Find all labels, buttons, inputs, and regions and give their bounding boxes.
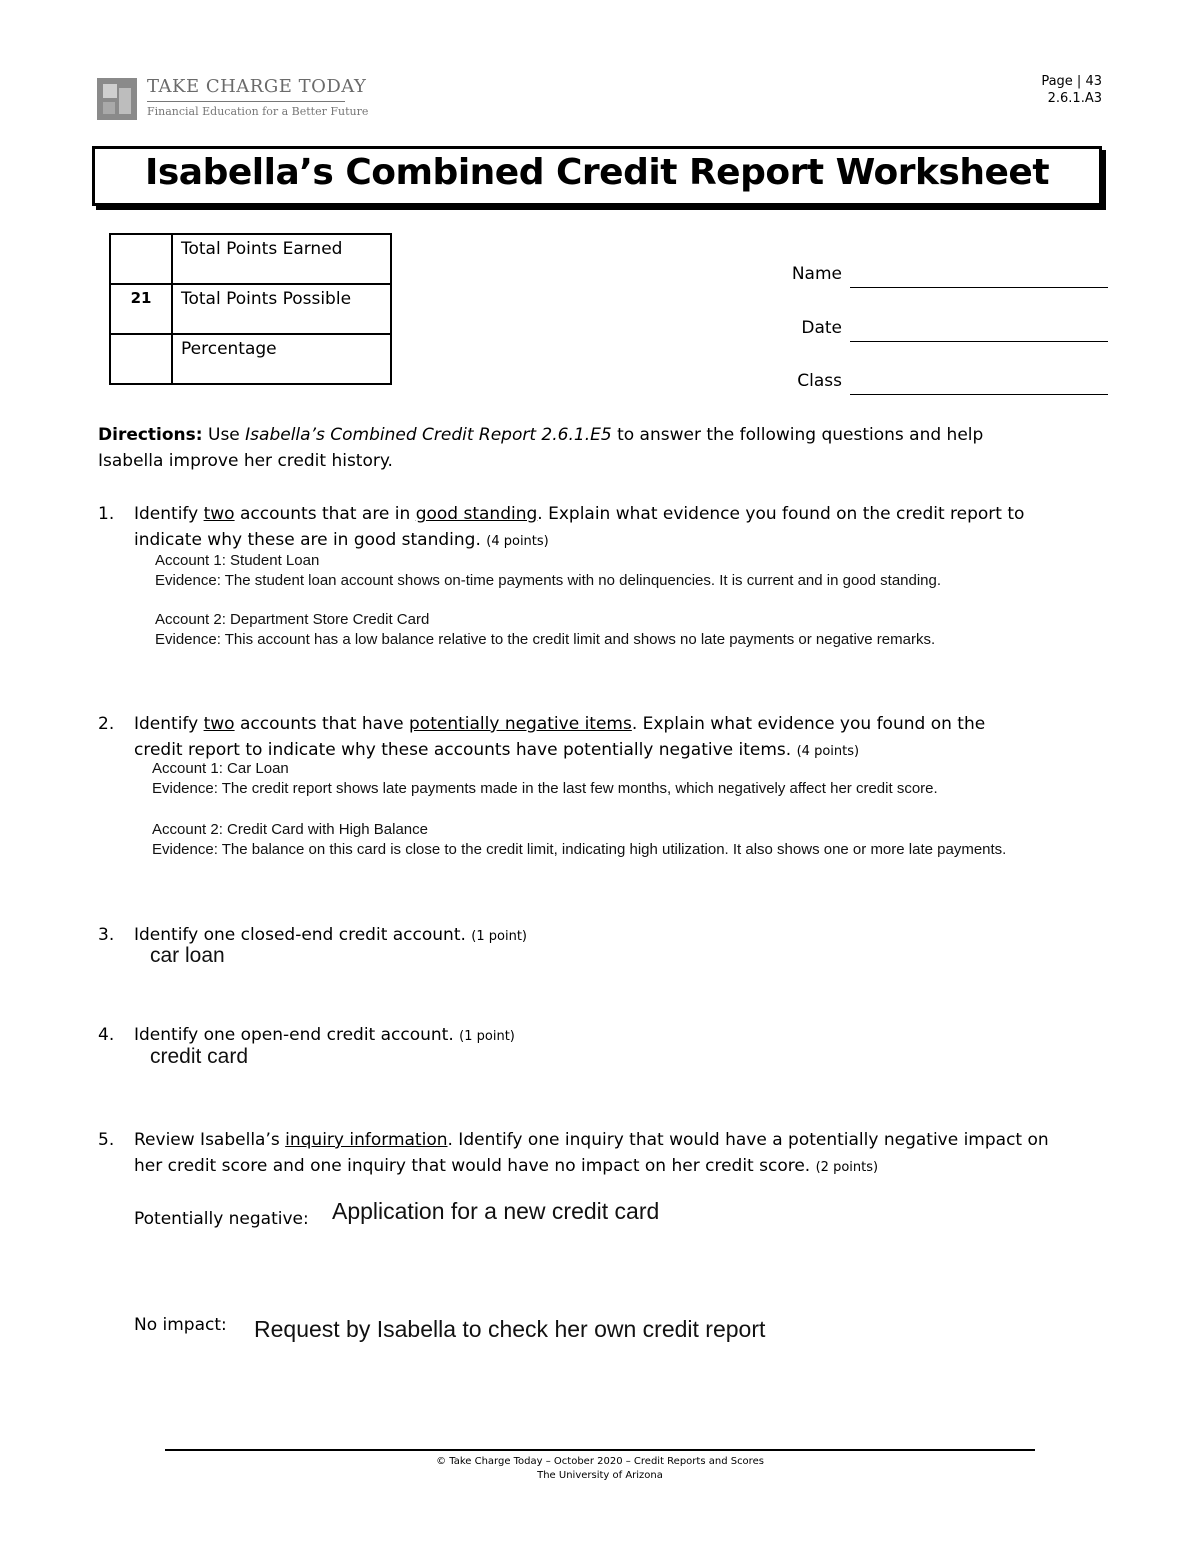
q3-number: 3. — [98, 925, 115, 945]
q2-number: 2. — [98, 714, 115, 734]
directions-reference: Isabella’s Combined Credit Report 2.6.1.E5 — [245, 425, 612, 445]
class-field[interactable] — [850, 394, 1108, 395]
q3-answer[interactable]: car loan — [150, 944, 225, 967]
q2-underline-1: two — [203, 714, 235, 734]
q4-number: 4. — [98, 1025, 115, 1045]
name-field[interactable] — [850, 287, 1108, 288]
q2-account1: Account 1: Car Loan — [152, 760, 289, 777]
q3-points: (1 point) — [471, 929, 527, 944]
q1-account1: Account 1: Student Loan — [155, 552, 320, 569]
q5-negative-answer[interactable]: Application for a new credit card — [332, 1198, 660, 1224]
page-title: Isabella’s Combined Credit Report Worksheet — [144, 152, 1050, 193]
footer-divider — [165, 1449, 1035, 1451]
points-earned-label: Total Points Earned — [172, 234, 391, 284]
q2-evidence1: Evidence: The credit report shows late payments made in the last few months, which negatively affect her credit score. — [152, 780, 938, 797]
q5-underline-1: inquiry information — [285, 1130, 448, 1150]
logo-divider — [147, 101, 345, 102]
doc-code: 2.6.1.A3 — [1047, 91, 1102, 106]
q1-account2: Account 2: Department Store Credit Card — [155, 611, 430, 628]
q2-answer[interactable] — [152, 759, 1072, 860]
q1-text-2: accounts that are in — [239, 504, 411, 524]
q1-number: 1. — [98, 504, 115, 524]
q1-text-3: . Explain what evidence you found on the credit report to indicate why these are in good standing. — [134, 504, 1025, 550]
table-row — [110, 284, 391, 334]
logo-mark-icon — [97, 78, 137, 120]
directions-text-before: Use — [208, 425, 240, 445]
q5-text-2: . Identify one inquiry that would have a potentially negative impact on her credit score and one inquiry that would have no impact on her credit score. — [134, 1130, 1049, 1176]
q2-text-2: accounts that have — [239, 714, 404, 734]
date-label: Date — [801, 318, 842, 338]
q2-prompt — [134, 711, 1034, 765]
q4-text: Identify one open-end credit account. — [134, 1025, 454, 1045]
q4-answer[interactable]: credit card — [150, 1045, 249, 1068]
directions-text-after: to answer the following questions and help Isabella improve her credit history. — [98, 425, 984, 471]
points-possible-value: 21 — [110, 284, 172, 334]
q1-prompt — [134, 501, 1064, 555]
q5-text-1: Review Isabella’s — [134, 1130, 280, 1150]
footer-copyright: © Take Charge Today – October 2020 – Credit Reports and Scores — [436, 1456, 764, 1467]
class-label: Class — [797, 371, 842, 391]
q1-evidence1: Evidence: The student loan account shows on-time payments with no delinquencies. It is current and in good standing. — [155, 572, 942, 589]
name-label: Name — [791, 264, 842, 284]
q3-text: Identify one closed-end credit account. — [134, 925, 466, 945]
q5-negative-label: Potentially negative: — [134, 1209, 309, 1229]
q1-text-1: Identify — [134, 504, 199, 524]
footer-university: The University of Arizona — [537, 1470, 663, 1481]
q2-underline-2: potentially negative items — [409, 714, 632, 734]
q1-underline-2: good standing — [415, 504, 538, 524]
q5-prompt — [134, 1127, 1054, 1181]
page-label: Page | 43 — [1041, 74, 1102, 89]
date-field[interactable] — [850, 341, 1108, 342]
q1-points: (4 points) — [486, 534, 549, 549]
q1-evidence2: Evidence: This account has a low balance relative to the credit limit and shows no late payments or negative remarks. — [155, 631, 936, 648]
q5-number: 5. — [98, 1130, 115, 1150]
q1-underline-1: two — [203, 504, 235, 524]
logo-name: TAKE CHARGE TODAY — [147, 76, 367, 97]
q5-no-impact-answer[interactable]: Request by Isabella to check her own credit report — [254, 1316, 766, 1342]
q2-evidence2: Evidence: The balance on this card is close to the credit limit, indicating high utilization. It also shows one or more late payments. — [152, 841, 1007, 858]
points-possible-label: Total Points Possible — [172, 284, 391, 334]
q2-account2: Account 2: Credit Card with High Balance — [152, 821, 428, 838]
percentage-value[interactable] — [110, 334, 172, 384]
directions-label: Directions: — [98, 425, 203, 445]
directions — [98, 422, 1028, 474]
q2-text-3: . Explain what evidence you found on the credit report to indicate why these accounts have potentially negative items. — [134, 714, 986, 760]
page-number-block — [1041, 73, 1102, 107]
q2-text-1: Identify — [134, 714, 199, 734]
q4-points: (1 point) — [459, 1029, 515, 1044]
score-table — [109, 233, 392, 385]
percentage-label: Percentage — [172, 334, 391, 384]
q1-answer[interactable] — [155, 551, 1075, 650]
logo-tagline: Financial Education for a Better Future — [147, 105, 369, 118]
points-earned-value[interactable] — [110, 234, 172, 284]
q2-points: (4 points) — [796, 744, 860, 759]
q5-no-impact-label: No impact: — [134, 1315, 227, 1335]
q5-points: (2 points) — [815, 1160, 879, 1175]
table-row — [110, 334, 391, 384]
table-row — [110, 234, 391, 284]
